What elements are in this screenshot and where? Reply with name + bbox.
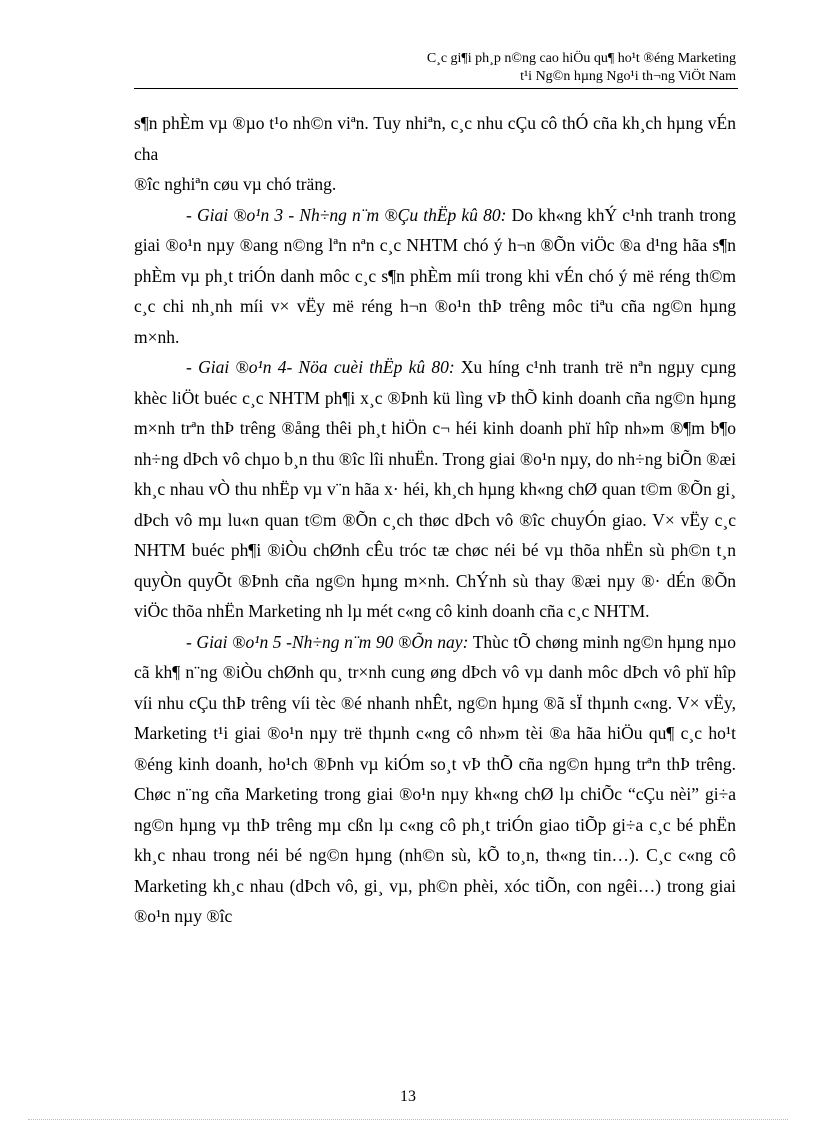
stage-3-text: Do kh«ng khÝ c¹nh tranh trong giai ®o¹n nµy ®ang n©ng lªn nªn c¸c NHTM chó ý h¬n ®Õn viÖc ®a d¹ng hãa s¶n phÈm vµ ph¸t triÓn danh môc c¸c s¶n phÈm míi trong khi vÉn chó ý më réng th©m c¸c chi nh¸nh míi v× vËy më réng h¬n ®o¹n thÞ trêng môc tiªu cña ng©n hµng m×nh. xyxy=(134,204,737,347)
stage-5-heading: - Giai ®o¹n 5 -Nh÷ng n¨m 90 ®Õn nay: xyxy=(186,631,469,652)
paragraph-continuation: s¶n phÈm vµ ®µo t¹o nh©n viªn. Tuy nhiªn, c¸c nhu cÇu cô thÓ cña kh¸ch hµng vÉn cha xyxy=(134,113,736,164)
stage-4-text: Xu híng c¹nh tranh trë nªn ngµy cµng khèc liÖt buéc c¸c NHTM ph¶i x¸c ®Þnh kü lìng vÞ thÕ kinh doanh cña ng©n hµng m×nh trªn thÞ trêng ®ång thêi ph¸t hiÖn c¬ héi kinh doanh phï hîp nh»m ®¶m b¶o nh÷ng dÞch vô chµo b¸n thu ®îc lîi nhuËn. Trong giai ®o¹n nµy, do nh÷ng biÕn ®æi kh¸c nhau vÒ thu nhËp vµ v¨n hãa x· héi, kh¸ch hµng kh«ng chØ quan t©m ®Õn gi¸ dÞch vô mµ lu«n quan t©m ®Õn c¸ch thøc dÞch vô ®îc chuyÓn giao. V× vËy c¸c NHTM buéc ph¶i ®iÒu chØnh cÊu tróc tæ chøc néi bé vµ thõa nhËn sù ph©n t¸n quyÒn quyÕt ®Þnh cña ng©n hµng m×nh. ChÝnh sù thay ®æi nµy ®· dÉn ®Õn viÖc thõa nhËn Marketing nh lµ mét c«ng cô kinh doanh cña c¸c NHTM. xyxy=(134,357,736,621)
paragraph-stage-3 xyxy=(134,200,736,353)
stage-3-heading: - Giai ®o¹n 3 - Nh÷ng n¨m ®Çu thËp kû 80: xyxy=(186,204,507,225)
paragraph-continuation-end: ®îc nghiªn cøu vµ chó träng. xyxy=(134,174,337,194)
header-divider xyxy=(134,88,738,89)
running-header xyxy=(427,50,736,86)
header-title-line-2: t¹i Ng©n hµng Ngo¹i th¬ng ViÖt Nam xyxy=(520,69,736,84)
header-title-line-1: C¸c gi¶i ph¸p n©ng cao hiÖu qu¶ ho¹t ®éng Marketing xyxy=(426,51,736,66)
paragraph-stage-5 xyxy=(134,627,736,932)
document-body xyxy=(134,108,736,932)
page-number: 13 xyxy=(400,1088,416,1105)
page-bottom-divider xyxy=(28,1119,788,1120)
stage-5-text: Thùc tÕ chøng minh ng©n hµng nµo cã kh¶ n¨ng ®iÒu chØnh qu¸ tr×nh cung øng dÞch vô vµ danh môc dÞch vô phï hîp víi nhu cÇu thÞ trêng víi tèc ®é nhanh nhÊt, ng©n hµng ®ã sÏ thµnh c«ng. V× vËy, Marketing t¹i giai ®o¹n nµy trë thµnh c«ng cô nh»m tèi ®a hãa hiÖu qu¶ c¸c ho¹t ®éng kinh doanh, ho¹ch ®Þnh vµ kiÓm so¸t vÞ thÕ cña ng©n hµng trªn thÞ trêng. Chøc n¨ng cña Marketing trong giai ®o¹n nµy kh«ng chØ lµ chiÕc “cÇu nèi” gi÷a ng©n hµng vµ thÞ trêng mµ cßn lµ c«ng cô ph¸t triÓn giao tiÕp gi÷a c¸c bé phËn kh¸c nhau trong néi bé ng©n hµng (nh©n sù, kÕ to¸n, th«ng tin…). C¸c c«ng cô Marketing kh¸c nhau (dÞch vô, gi¸ vµ, ph©n phèi, xóc tiÕn, con ngêi…) trong giai ®o¹n nµy ®îc xyxy=(134,631,736,926)
paragraph-stage-4 xyxy=(134,352,736,627)
stage-4-heading: - Giai ®o¹n 4- Nöa cuèi thËp kû 80: xyxy=(186,357,455,377)
